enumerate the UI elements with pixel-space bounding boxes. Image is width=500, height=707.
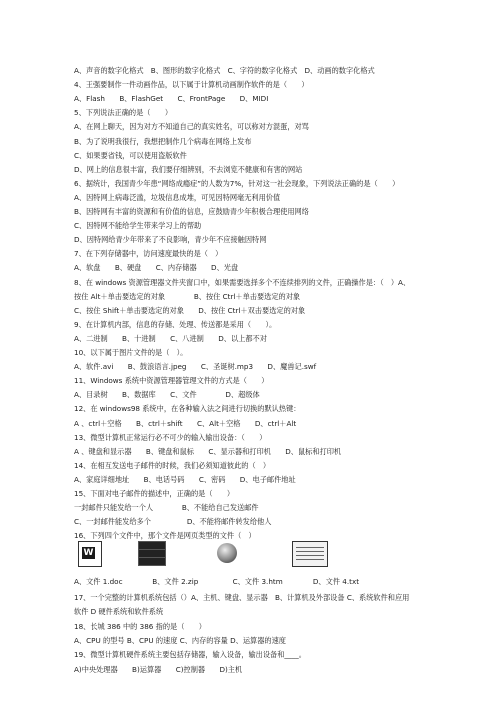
text-line: 12、在 windows98 系统中，在各种输入法之间进行切换的默认热键： — [74, 404, 301, 414]
text-line: C、按住 Shift＋单击要选定的对象 D、按住 Ctrl＋双击要选定的对象 — [74, 305, 306, 315]
option-c: C、文件 3.htm — [232, 577, 283, 586]
text-file-icon — [292, 541, 328, 567]
text-line: 17、一个完整的计算机系统包括（）A、主机、键盘、显示器 B、计算机及外部设备 C、系统软件和应用 — [74, 593, 410, 602]
option-a: A、文件 1.doc — [74, 577, 123, 586]
text-line: A 、ctrl＋空格 B、ctrl＋shift C、Alt＋空格 D、ctrl＋Alt — [74, 418, 297, 428]
file-options-row — [74, 577, 359, 587]
text-line: C、如果要省钱，可以使用盗版软件 — [74, 150, 187, 160]
text-line: A、软盘 B、硬盘 C、内存储器 D、光盘 — [74, 263, 239, 273]
text-line: A、家庭详细地址 B、电话号码 C、密码 D、电子邮件地址 — [74, 474, 296, 484]
text-line: 4、王强要制作一件动画作品，以下属于计算机动画制作软件的是（ ） — [74, 80, 309, 90]
text-line: A、CPU 的型号 B、CPU 的速度 C、内存的容量 D、运算器的速度 — [74, 635, 286, 645]
text-line: 10、以下属于图片文件的是（ ）。 — [74, 348, 188, 357]
text-line: A)中央处理器 B)运算器 C)控制器 D)主机 — [74, 664, 243, 674]
word-document-icon: W — [78, 541, 102, 567]
text-line: 15、下面对电子邮件的描述中，正确的是（ ） — [74, 489, 235, 498]
text-line: A 、键盘和显示器 B、键盘和鼠标 C、显示器和打印机 D、鼠标和打印机 — [74, 446, 342, 456]
text-line: B、因特网有丰富的资源和有价值的信息，应鼓励青少年积极合理使用网络 — [74, 207, 309, 216]
text-line: 一封邮件只能发给一个人 B、不能给自己发送邮件 — [74, 503, 259, 513]
text-line: B、为了说明我很行，我想把制作几个病毒在网络上发布 — [74, 136, 252, 146]
text-line: 16、下列四个文件中，那个文件是网页类型的文件（ ） — [74, 531, 256, 541]
text-line: 5、下列说法正确的是（ ） — [74, 108, 173, 118]
text-line: D、因特网给青少年带来了不良影响，青少年不应接触因特网 — [74, 235, 267, 245]
web-page-icon — [214, 541, 240, 565]
text-line: A、在网上聊天，因为对方不知道自己的真实姓名，可以称对方混蛋，对骂 — [74, 122, 309, 132]
text-line: D、网上的信息很丰富，我们要仔细辨别，不去浏览不健康和有害的网站 — [74, 164, 303, 174]
file-icons-row — [74, 541, 374, 567]
text-line: 7、在下列存储器中，访问速度最快的是（ ） — [74, 249, 223, 259]
text-line: A、软件.avi B、鼓浪语言.jpeg C、圣诞树.mp3 D、魔兽记.swf — [74, 362, 317, 372]
text-line: 13、微型计算机正常运行必不可少的输入输出设备：（ ） — [74, 432, 267, 442]
text-line: A、Flash B、FlashGet C、FrontPage D、MIDI — [74, 94, 269, 104]
text-line: 6、据统计，我国青少年患“网络成瘾症”的人数为7%，针对这一社会现象，下列说法正确的是（ ） — [74, 178, 400, 188]
text-line: 8、在 windows 资源管理器文件夹窗口中，如果需要选择多个不连续排列的文件，正确操作是：（ ）A、 — [74, 277, 411, 287]
text-line: 14、在相互发送电子邮件的时候，我们必须知道彼此的（ ） — [74, 460, 271, 470]
text-line: 18、长城 386 中的 386 指的是（ ） — [74, 621, 206, 631]
text-line: A、目录树 B、数据库 C、文件 D、超级体 — [74, 390, 260, 400]
text-line: A、因特网上病毒泛滥，垃圾信息成堆，可见因特网毫无利用价值 — [74, 192, 281, 202]
zip-archive-icon — [138, 541, 166, 565]
text-line: C、一封邮件能发给多个 D、不能将邮件转发给他人 — [74, 517, 272, 527]
text-line: 9、在计算机内部，信息的存储、处理、传送都是采用（ ）。 — [74, 319, 277, 329]
option-d: D、文件 4.txt — [312, 577, 360, 586]
option-b: B、文件 2.zip — [152, 577, 199, 586]
text-line: 软件 D 硬件系统和软件系统 — [74, 607, 164, 617]
text-line: 11、Windows 系统中资源管理器管理文件的方式是（ ） — [74, 376, 269, 386]
text-line: A、二进制 B、十进制 C、八进制 D、以上都不对 — [74, 333, 267, 343]
text-line: C、因特网不能给学生带来学习上的帮助 — [74, 221, 202, 231]
text-line: A、声音的数字化格式 B、图形的数字化格式 C、字符的数字化格式 D、动画的数字化格式 — [74, 66, 375, 75]
text-line: 19、微型计算机硬件系统主要包括存储器，输入设备，输出设备和____。 — [74, 650, 306, 660]
text-line: 按住 Alt＋单击要选定的对象 B、按住 Ctrl＋单击要选定的对象 — [74, 291, 301, 301]
